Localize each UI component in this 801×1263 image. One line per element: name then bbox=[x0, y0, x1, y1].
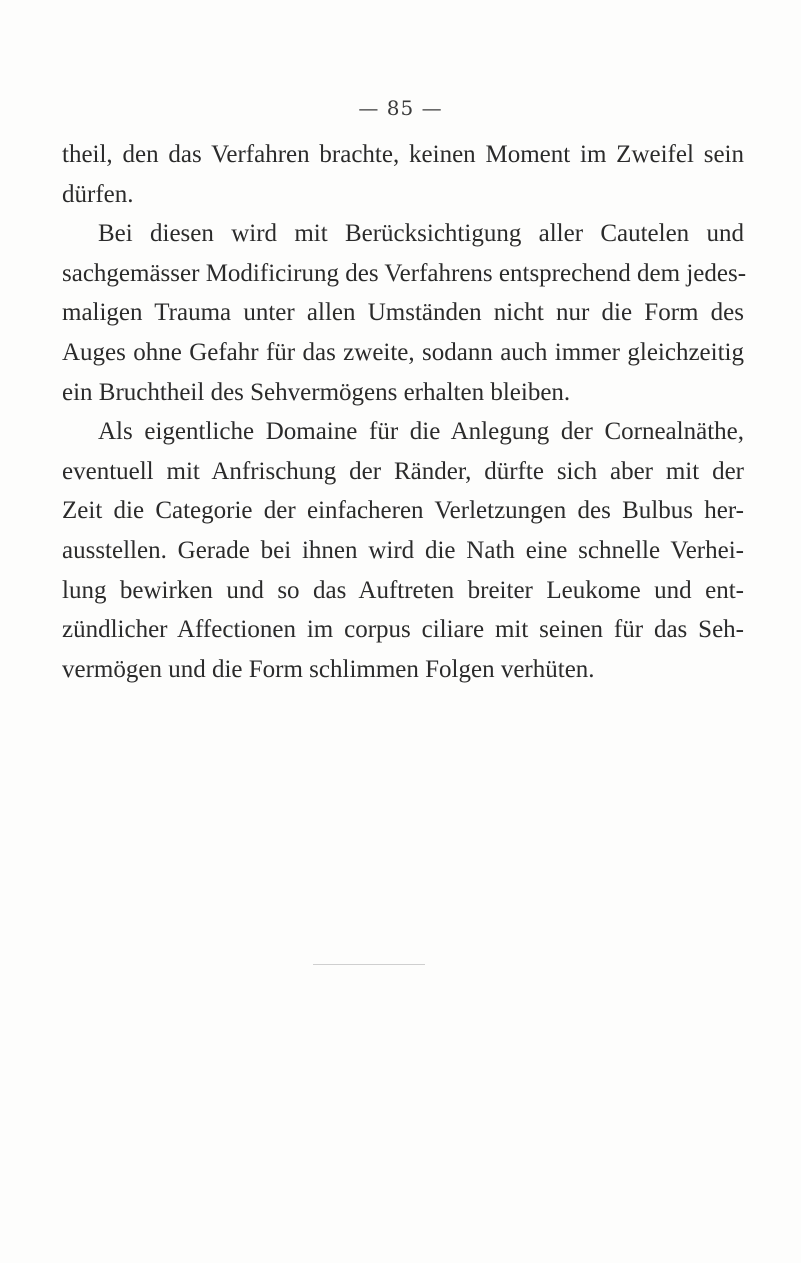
body-text bbox=[62, 135, 747, 689]
text-line: eventuell mit Anfrischung der Ränder, dürfte sich aber mit der bbox=[62, 457, 744, 485]
text-line: ein Bruchtheil des Sehvermögens erhalten bleiben. bbox=[62, 378, 571, 406]
text-line: lung bewirken und so das Auftreten breiter Leukome und ent- bbox=[62, 576, 744, 604]
text-line: theil, den das Verfahren brachte, keinen Moment im Zweifel sein bbox=[62, 141, 744, 168]
text-line: vermögen und die Form schlimmen Folgen verhüten. bbox=[62, 655, 595, 683]
text-line: zündlicher Affectionen im corpus ciliare mit seinen für das Seh- bbox=[62, 616, 744, 644]
text-line: maligen Trauma unter allen Umständen nicht nur die Form des bbox=[62, 299, 744, 327]
text-line: sachgemässer Modificirung des Verfahrens entsprechend dem jedes- bbox=[62, 259, 747, 287]
text-line: Zeit die Categorie der einfacheren Verletzungen des Bulbus her- bbox=[62, 497, 744, 525]
text-line: Bei diesen wird mit Berücksichtigung aller Cautelen und bbox=[98, 220, 744, 248]
section-divider bbox=[313, 964, 425, 965]
page-number: — 85 — bbox=[358, 96, 443, 120]
text-line: dürfen. bbox=[62, 180, 134, 208]
text-line: ausstellen. Gerade bei ihnen wird die Nath eine schnelle Verhei- bbox=[62, 536, 744, 564]
text-line: Als eigentliche Domaine für die Anlegung der Cornealnäthe, bbox=[98, 418, 744, 446]
text-line: Auges ohne Gefahr für das zweite, sodann auch immer gleichzeitig bbox=[62, 338, 744, 366]
